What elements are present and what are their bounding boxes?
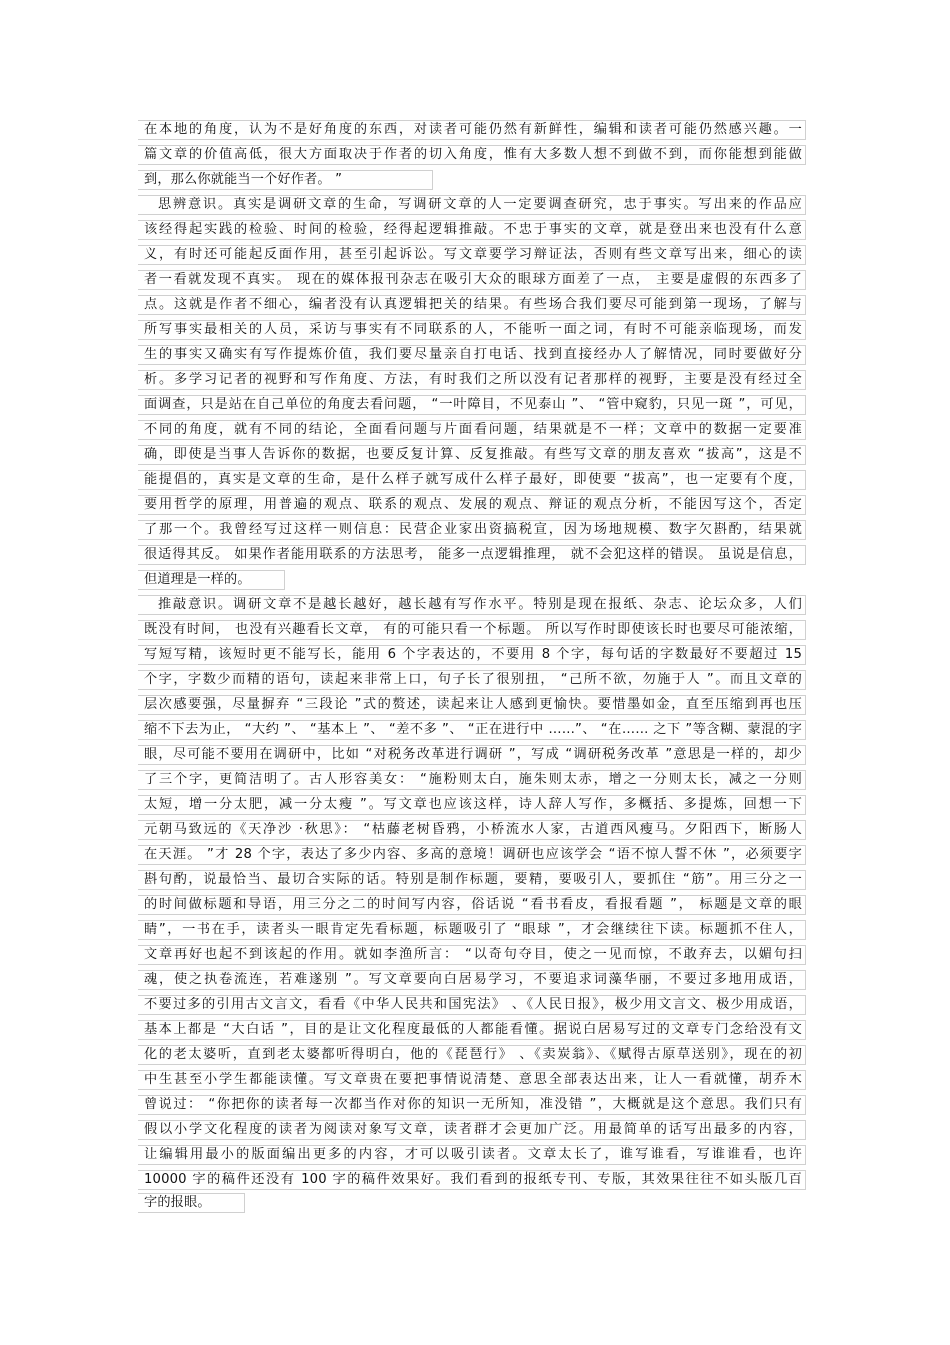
text-line: 思辨意识。真实是调研文章的生命，写调研文章的人一定要调查研究，忠于事实。写出来的作品应 — [158, 197, 802, 212]
text-line: 者一看就发现不真实。 现在的媒体报刊杂志在吸引大众的眼球方面差了一点， 主要是虚假的东西多了 — [144, 272, 802, 287]
text-line: 10000 字的稿件还没有 100 字的稿件效果好。我们看到的报纸专刊、专版，其效果往往不如头版几百 — [144, 1172, 802, 1187]
text-line: 生的事实又确实有写作提炼价值，我们要尽量亲自打电话、找到直接经办人了解情况，同时要做好分 — [144, 347, 802, 362]
text-line: 让编辑用最小的版面编出更多的内容，才可以吸引读者。文章太长了，谁写谁看，写谁谁看，也许 — [144, 1147, 802, 1162]
text-line: 斟句酌，说最恰当、最切合实际的话。特别是制作标题，要精，要吸引人，要抓住 “筋”。用三分之一 — [144, 872, 802, 887]
text-line: 中生甚至小学生都能读懂。写文章贵在要把事情说清楚、意思全部表达出来，让人一看就懂，胡乔木 — [144, 1072, 802, 1087]
text-line: 曾说过： “你把你的读者每一次都当作对你的知识一无所知，准没错 ”，大概就是这个意思。我们只有 — [144, 1097, 802, 1112]
text-line: 点。这就是作者不细心，编者没有认真逻辑把关的结果。有些场合我们要尽可能到第一现场，了解与 — [144, 297, 802, 312]
text-line: 但道理是一样的。 — [144, 572, 251, 587]
text-line: 析。多学习记者的视野和写作角度、方法，有时我们之所以没有记者那样的视野，主要是没有经过全 — [144, 372, 802, 387]
text-line: 了三个字，更简洁明了。古人形容美女： “施粉则太白，施朱则太赤，增之一分则太长，减之一分则 — [144, 772, 802, 787]
text-line: 太短，增一分太肥，减一分太瘦 ”。写文章也应该这样，诗人辞人写作，多概括、多提炼，回想一下 — [144, 797, 802, 812]
text-line: 写短写精，该短时更不能写长，能用 6 个字表达的，不要用 8 个字，每句话的字数最好不要超过 15 — [144, 647, 802, 662]
text-line: 很适得其反。 如果作者能用联系的方法思考， 能多一点逻辑推理， 就不会犯这样的错误。 虽说是信息， — [144, 547, 802, 562]
text-line: 眼，尽可能不要用在调研中，比如 “对税务改革进行调研 ”，写成 “调研税务改革 ”意思是一样的，却少 — [144, 747, 802, 762]
text-line: 不同的角度，就有不同的结论，全面看问题与片面看问题，结果就是不一样；文章中的数据一定要准 — [144, 422, 802, 437]
text-line: 元朝马致远的《天净沙 ·秋思》： “枯藤老树昏鸦，小桥流水人家，古道西风瘦马。夕阳西下，断肠人 — [144, 822, 802, 837]
text-line: 要用哲学的原理，用普遍的观点、联系的观点、发展的观点、辩证的观点分析，不能因写这个，否定 — [144, 497, 802, 512]
text-line: 能提倡的，真实是文章的生命，是什么样子就写成什么样子最好，即使要 “拔高”，也一定要有个度， — [144, 472, 802, 487]
text-line: 所写事实最相关的人员，采访与事实有不同联系的人，不能听一面之词，有时不可能亲临现场，而发 — [144, 322, 802, 337]
text-line: 层次感要强，尽量摒弃 “三段论 ”式的赘述，读起来让人感到更愉快。要惜墨如金，直至压缩到再也压 — [144, 697, 802, 712]
text-line: 的时间做标题和导语，用三分之二的时间写内容，俗话说 “看书看皮，看报看题 ”， 标题是文章的眼 — [144, 897, 802, 912]
text-line: 假以小学文化程度的读者为阅读对象写文章，读者群才会更加广泛。用最简单的话写出最多的内容， — [144, 1122, 802, 1137]
text-line: 化的老太婆听，直到老太婆都听得明白，他的《琵琶行》 、《卖炭翁》、《赋得古原草送别》，现在的初 — [144, 1047, 802, 1062]
text-line: 个字，字数少而精的语句，读起来非常上口，句子长了很别扭， “己所不欲，勿施于人 ”。而且文章的 — [144, 672, 802, 687]
text-line: 了那一个。我曾经写过这样一则信息：民营企业家出资搞税宣，因为场地规模、数字欠斟酌，结果就 — [144, 522, 802, 537]
text-line: 该经得起实践的检验、时间的检验，经得起逻辑推敲。不忠于事实的文章，就是登出来也没有什么意 — [144, 222, 802, 237]
text-line: 篇文章的价值高低，很大方面取决于作者的切入角度，惟有大多数人想不到做不到，而你能想到能做 — [144, 147, 802, 162]
text-line: 基本上都是 “大白话 ”，目的是让文化程度最低的人都能看懂。据说白居易写过的文章专门念给没有文 — [144, 1022, 802, 1037]
text-line: 到，那么你就能当一个好作者。 ” — [144, 172, 343, 187]
text-line: 不要过多的引用古文言文，看看《中华人民共和国宪法》 、《人民日报》，极少用文言文、极少用成语， — [144, 997, 802, 1012]
text-line: 推敲意识。调研文章不是越长越好，越长越有写作水平。特别是现在报纸、杂志、论坛众多，人们 — [158, 597, 802, 612]
text-line: 既没有时间， 也没有兴趣看长文章， 有的可能只看一个标题。 所以写作时即使该长时也要尽可能浓缩， — [144, 622, 802, 637]
text-line: 确，即使是当事人告诉你的数据，也要反复计算、反复推敲。有些写文章的朋友喜欢 “拔高”，这是不 — [144, 447, 802, 462]
text-line: 义，有时还可能起反面作用，甚至引起诉讼。写文章要学习辩证法，否则有些文章写出来，细心的读 — [144, 247, 802, 262]
text-line: 在本地的角度，认为不是好角度的东西，对读者可能仍然有新鲜性，编辑和读者可能仍然感兴趣。一 — [144, 122, 802, 137]
text-line: 字的报眼。 — [144, 1195, 211, 1210]
text-line: 在天涯。 ”才 28 个字，表达了多少内容、多高的意境！调研也应该学会 “语不惊人誓不休 ”，必须要字 — [144, 847, 802, 862]
text-line: 文章再好也起不到该起的作用。就如李渔所言： “以奇句夺目，使之一见而惊，不敢弃去，以媚句扫 — [144, 947, 802, 962]
text-line: 缩不下去为止， “大约 ”、 “基本上 ”、 “差不多 ”、 “正在进行中 ……”、 “在…… 之下 ”等含糊、蒙混的字 — [144, 722, 802, 737]
text-line: 睛”，一书在手，读者头一眼肯定先看标题，标题吸引了 “眼球 ”，才会继续往下读。标题抓不住人， — [144, 922, 802, 937]
text-line: 面调查，只是站在自己单位的角度去看问题， “一叶障目，不见泰山 ”、 “管中窥豹，只见一斑 ”，可见， — [144, 397, 802, 412]
text-line: 魂，使之执卷流连，若难遂别 ”。写文章要向白居易学习，不要追求词藻华丽，不要过多地用成语， — [144, 972, 802, 987]
